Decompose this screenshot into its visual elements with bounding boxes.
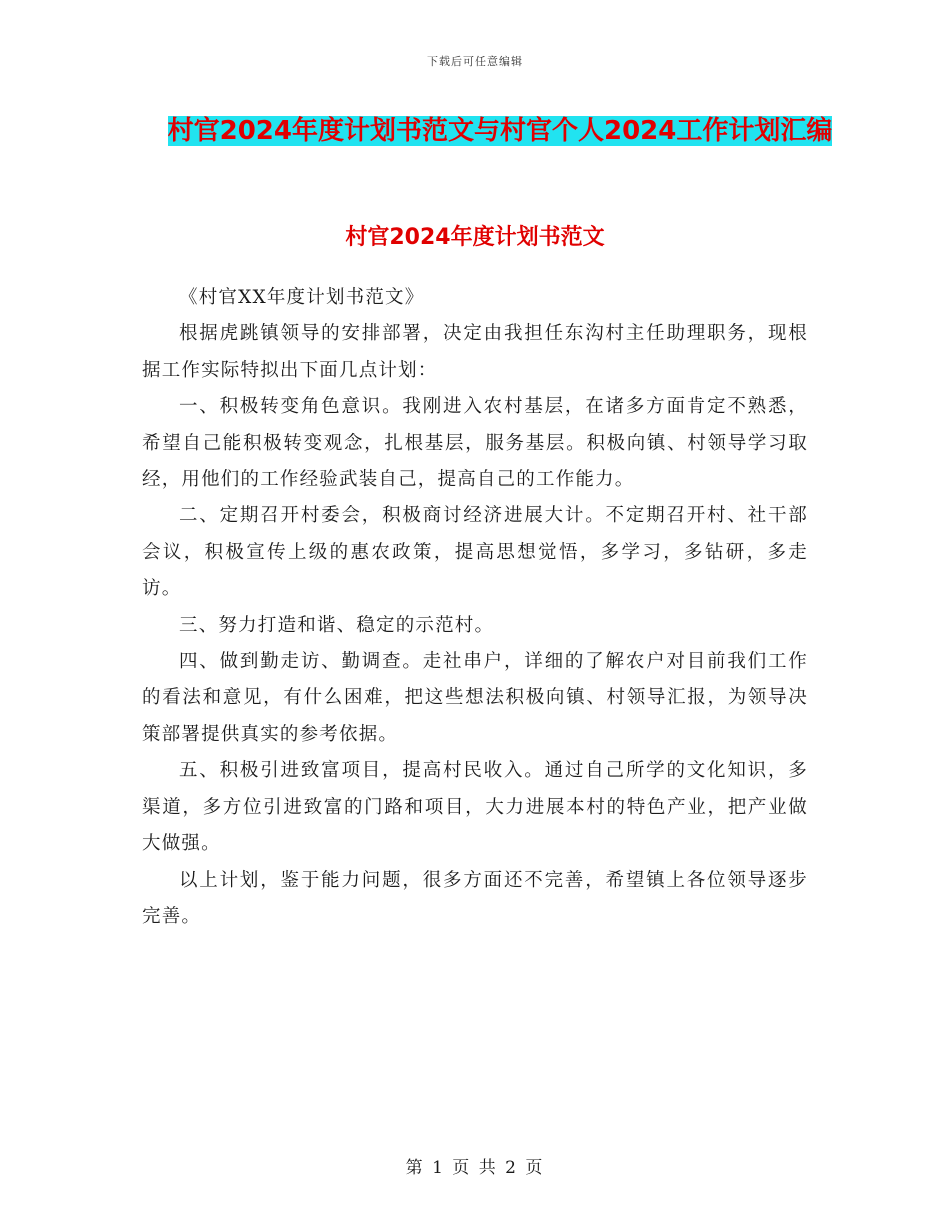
document-title	[140, 108, 860, 154]
page-number: 第 1 页 共 2 页	[405, 1158, 545, 1178]
paragraph-item-5: 五、积极引进致富项目，提高村民收入。通过自己所学的文化知识，多渠道，多方位引进致富的门路和项目，大力进展本村的特色产业，把产业做大做强。	[142, 760, 808, 855]
paragraph-intro: 根据虎跳镇领导的安排部署，决定由我担任东沟村主任助理职务，现根据工作实际特拟出下面几点计划：	[142, 323, 808, 381]
paragraph-item-3: 三、努力打造和谐、稳定的示范村。	[179, 614, 495, 636]
document-body	[142, 280, 808, 935]
document-title-text: 村官2024年度计划书范文与村官个人2024工作计划汇编	[167, 116, 833, 146]
header-note: 下载后可任意编辑	[427, 55, 523, 68]
paragraph-item-2: 二、定期召开村委会，积极商讨经济进展大计。不定期召开村、社干部会议，积极宣传上级的惠农政策，提高思想觉悟，多学习，多钻研，多走访。	[142, 505, 808, 600]
paragraph-conclusion: 以上计划，鉴于能力问题，很多方面还不完善，希望镇上各位领导逐步完善。	[142, 869, 808, 927]
section-title: 村官2024年度计划书范文	[345, 225, 605, 250]
paragraph-source-title: 《村官XX年度计划书范文》	[179, 287, 425, 308]
paragraph-item-1: 一、积极转变角色意识。我刚进入农村基层，在诸多方面肯定不熟悉，希望自己能积极转变观念，扎根基层，服务基层。积极向镇、村领导学习取经，用他们的工作经验武装自己，提高自己的工作能力。	[142, 396, 808, 491]
paragraph-item-4: 四、做到勤走访、勤调查。走社串户，详细的了解农户对目前我们工作的看法和意见，有什么困难，把这些想法积极向镇、村领导汇报，为领导决策部署提供真实的参考依据。	[142, 651, 808, 745]
